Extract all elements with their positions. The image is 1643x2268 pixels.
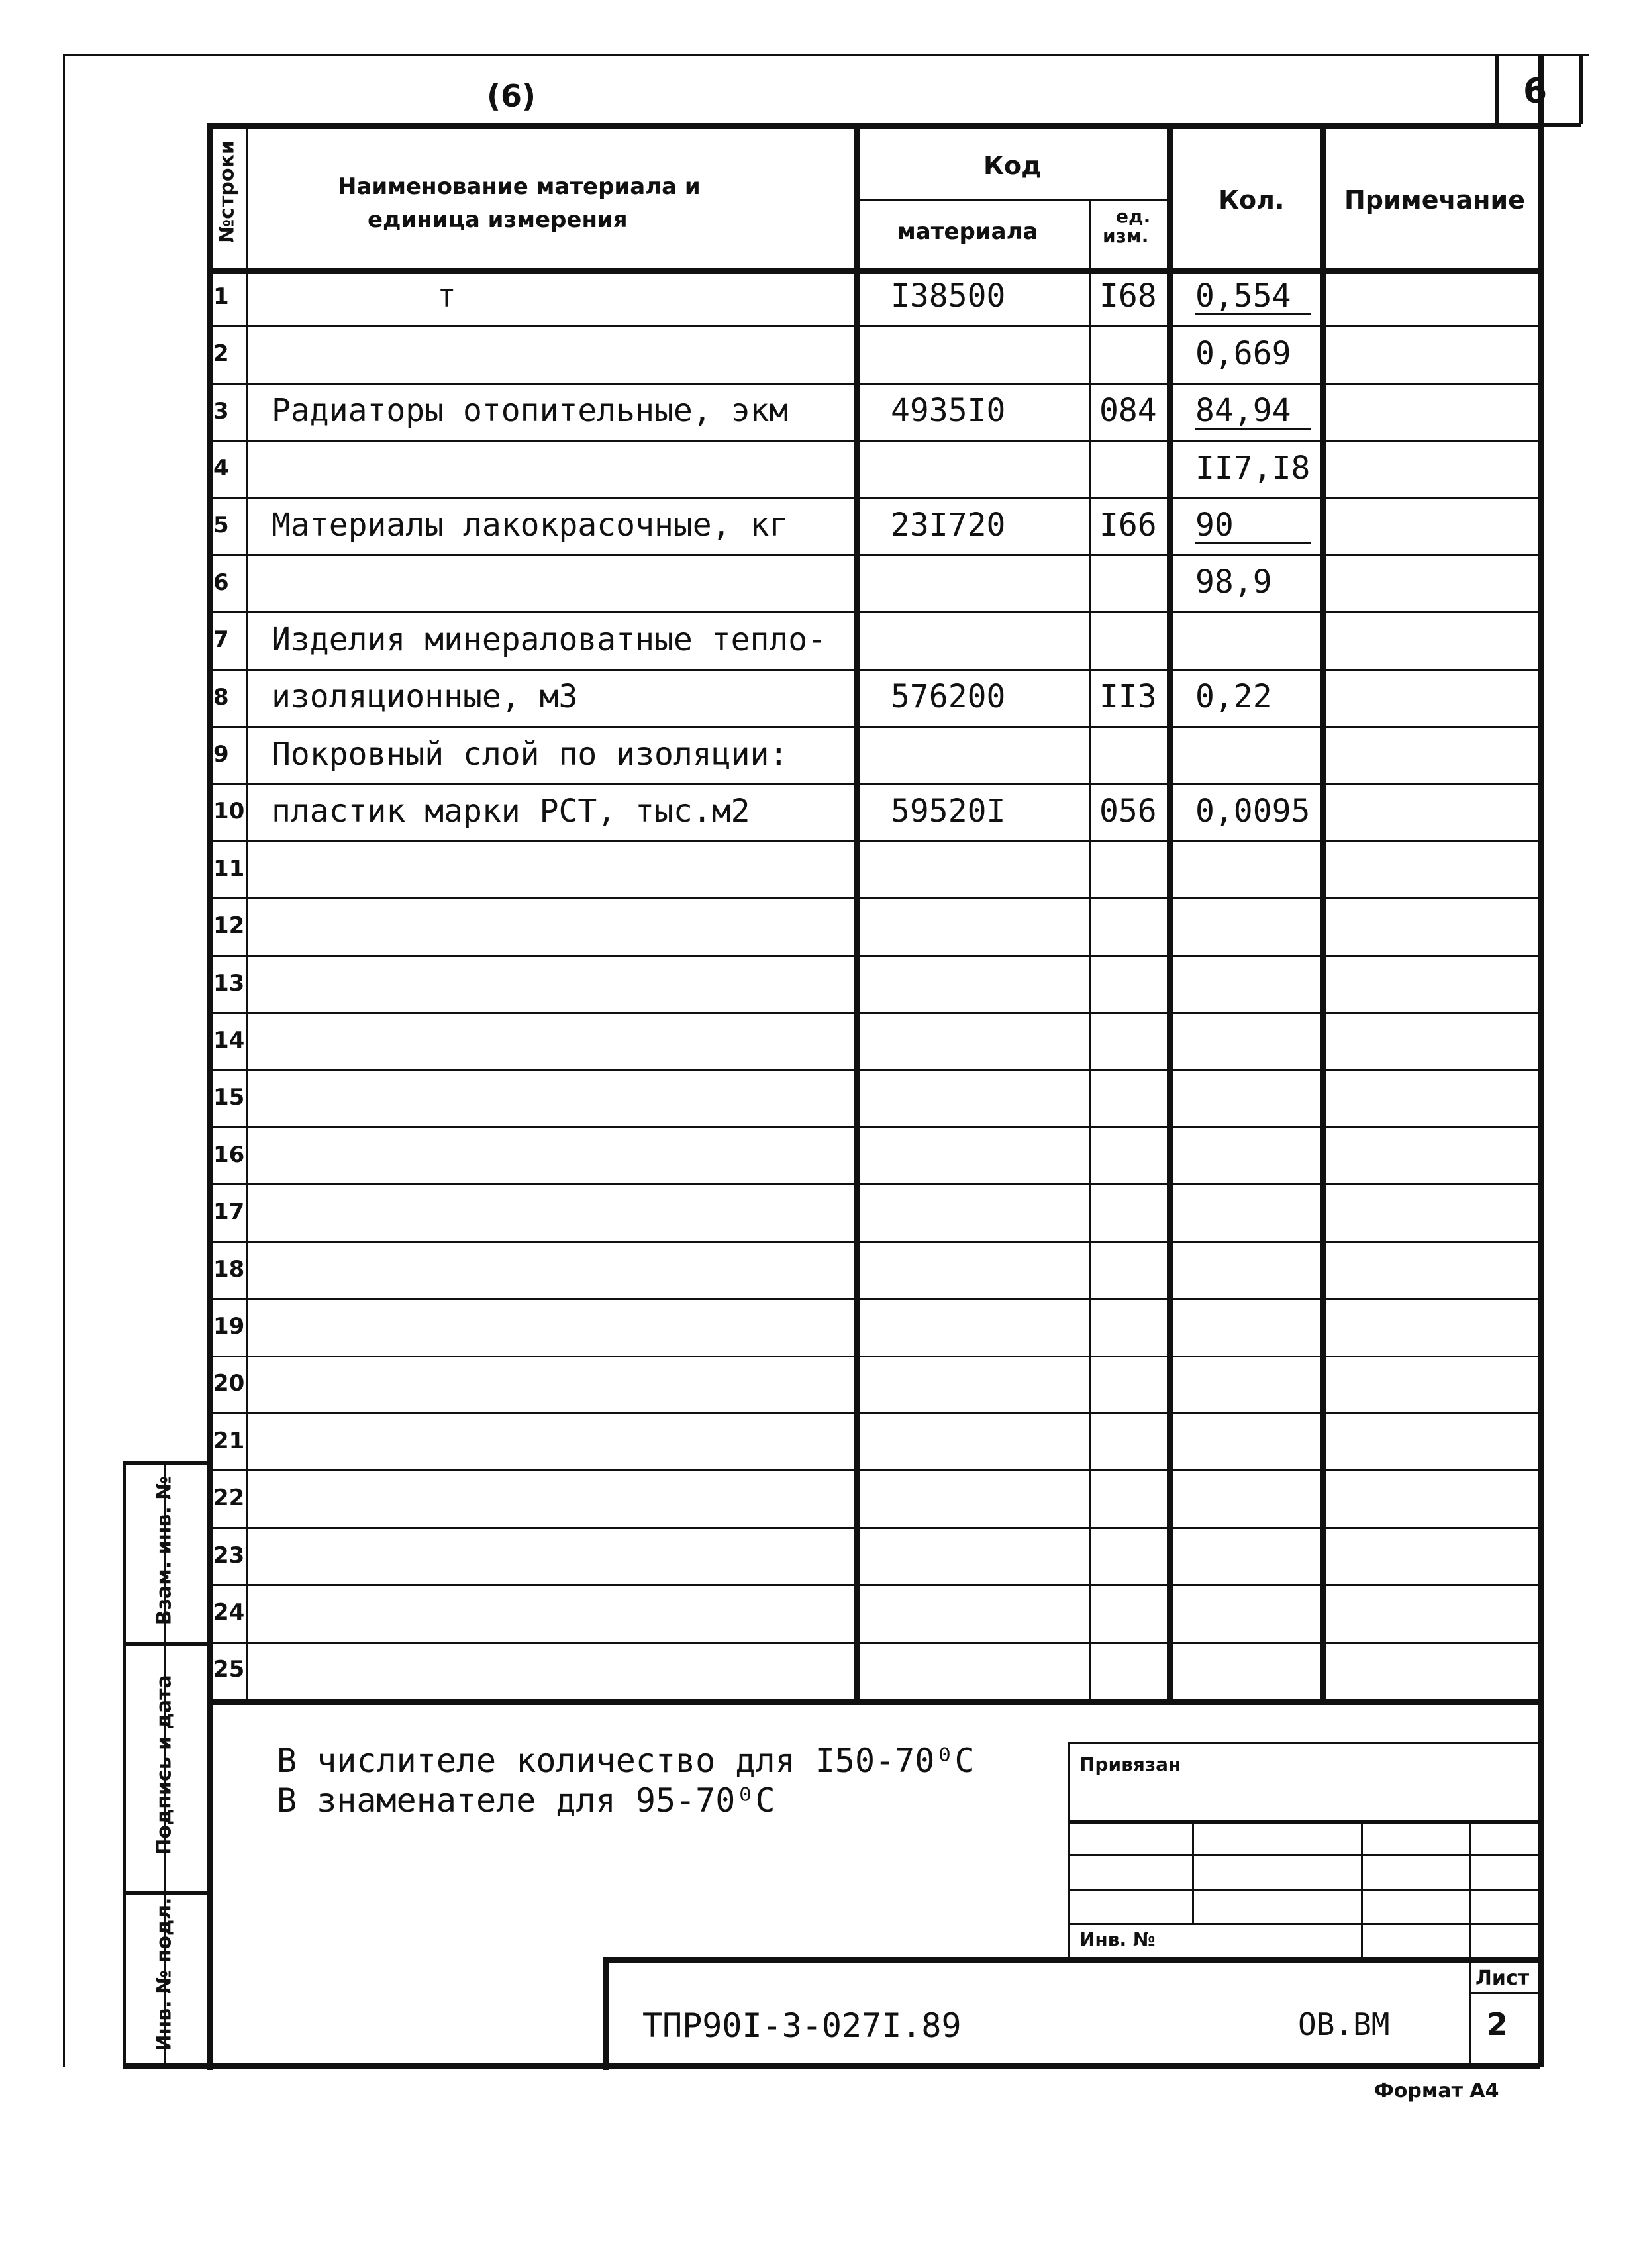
side-stamp-outer	[123, 1461, 126, 2066]
row-number: 8	[213, 683, 229, 711]
col-rowno-sep	[246, 123, 248, 1699]
header-name-line1: Наименование материала и	[338, 173, 701, 200]
material-name: т	[437, 277, 456, 315]
unit-code: 084	[1099, 392, 1157, 430]
material-name: пластик марки РСТ, тыс.м2	[272, 793, 750, 830]
side-stamp-sep-1	[123, 1642, 209, 1646]
header-unit-2: изм.	[1103, 225, 1149, 247]
stamp-top	[1068, 1742, 1540, 1744]
row-number: 3	[213, 397, 229, 424]
quantity: 0,669	[1195, 334, 1291, 372]
top-label: (6)	[487, 78, 536, 114]
material-name: Материалы лакокрасочные, кг	[272, 507, 789, 544]
quantity: 0,554	[1195, 277, 1291, 315]
header-row-no: №строки	[215, 140, 239, 243]
row-line	[207, 1298, 1540, 1300]
material-code: I38500	[891, 277, 1006, 315]
row-line	[207, 611, 1540, 613]
material-code: 23I720	[891, 507, 1006, 544]
quantity: II7,I8	[1195, 449, 1311, 487]
header-qty: Кол.	[1219, 185, 1285, 215]
material-code: 59520I	[891, 793, 1006, 830]
row-line	[207, 1183, 1540, 1185]
row-number: 5	[213, 512, 229, 539]
row-line	[207, 383, 1540, 385]
row-line	[207, 669, 1540, 671]
row-number: 25	[213, 1656, 245, 1683]
stamp-privyazan: Привязан	[1079, 1753, 1181, 1775]
row-number: 15	[213, 1084, 245, 1111]
row-line	[207, 1356, 1540, 1357]
row-number: 17	[213, 1199, 245, 1226]
row-number: 4	[213, 455, 229, 481]
quantity: 84,94	[1195, 392, 1291, 430]
side-vzam: Взам. инв. №	[152, 1475, 176, 1626]
row-line	[207, 840, 1540, 842]
material-name: изоляционные, м3	[272, 678, 578, 716]
side-inv-podl: Инв. № подл.	[152, 1897, 176, 2051]
note-line-2: В знаменателе для 95-70⁰С	[277, 1781, 775, 1820]
frame-top	[63, 54, 1589, 56]
stamp-vsep-3	[1469, 1820, 1471, 2065]
row-line	[207, 1126, 1540, 1128]
row-number: 20	[213, 1370, 245, 1397]
unit-code: I66	[1099, 507, 1157, 544]
page-number-box-right	[1579, 54, 1583, 124]
fraction-bar	[1195, 542, 1311, 544]
col-qty-sep	[1320, 123, 1326, 1699]
row-number: 18	[213, 1256, 245, 1283]
row-number: 23	[213, 1542, 245, 1569]
frame-bottom	[123, 2063, 1540, 2069]
row-line	[207, 1527, 1540, 1529]
quantity: 90	[1195, 507, 1234, 544]
doc-section: ОВ.ВМ	[1298, 2006, 1390, 2042]
row-line	[207, 325, 1540, 327]
table-left	[207, 123, 213, 2070]
unit-code: I68	[1099, 277, 1157, 315]
row-line	[207, 497, 1540, 499]
table-bottom	[207, 1699, 1540, 1705]
row-number: 2	[213, 340, 229, 368]
header-unit-1: ед.	[1116, 205, 1151, 227]
row-line	[207, 1469, 1540, 1471]
unit-code: 056	[1099, 793, 1157, 830]
row-number: 1	[213, 283, 229, 310]
fraction-bar	[1195, 428, 1311, 430]
title-block-left	[603, 1957, 609, 2070]
side-podpis: Подпись и дата	[152, 1675, 176, 1855]
stamp-inv-no: Инв. №	[1079, 1928, 1156, 1950]
material-code: 576200	[891, 678, 1006, 716]
row-line	[207, 897, 1540, 899]
row-number: 24	[213, 1599, 245, 1626]
unit-code: II3	[1099, 678, 1157, 716]
material-name: Радиаторы отопительные, экм	[272, 392, 789, 430]
row-number: 19	[213, 1313, 245, 1340]
header-note: Примечание	[1344, 185, 1525, 215]
row-number: 12	[213, 912, 245, 940]
quantity: 0,0095	[1195, 793, 1311, 830]
col-unit-sep	[1167, 123, 1173, 1699]
row-line	[207, 554, 1540, 556]
row-line	[207, 955, 1540, 957]
material-name: Покровный слой по изоляции:	[272, 735, 789, 773]
title-block-top	[603, 1957, 1540, 1963]
row-number: 11	[213, 855, 245, 882]
frame-right	[1538, 54, 1544, 2067]
doc-code: ТПР90I-3-027I.89	[642, 2006, 962, 2045]
header-material: материала	[897, 219, 1038, 245]
row-line	[207, 1012, 1540, 1014]
header-bottom	[207, 268, 1540, 274]
quantity: 0,22	[1195, 678, 1272, 716]
col-material-sep	[1089, 199, 1091, 1699]
header-name-line2: единица измерения	[368, 207, 628, 233]
frame-left	[63, 54, 65, 2067]
row-number: 6	[213, 569, 229, 596]
fraction-bar	[1195, 313, 1311, 315]
row-number: 9	[213, 741, 229, 767]
stamp-vsep-2	[1361, 1820, 1363, 1960]
row-number: 21	[213, 1427, 245, 1454]
row-number: 16	[213, 1141, 245, 1168]
page-number: 6	[1523, 72, 1548, 111]
code-header-sep	[854, 199, 1167, 201]
row-line	[207, 726, 1540, 728]
format-label: Формат А4	[1374, 2079, 1499, 2102]
material-name: Изделия минераловатные тепло-	[272, 620, 827, 658]
note-line-1: В числителе количество для I50-70⁰С	[277, 1742, 975, 1780]
header-code: Код	[983, 151, 1042, 180]
stamp-vsep-1	[1192, 1820, 1194, 1923]
row-number: 13	[213, 969, 245, 997]
row-line	[207, 1412, 1540, 1414]
sheet-number: 2	[1487, 2006, 1509, 2042]
material-code: 4935I0	[891, 392, 1006, 430]
list-label-line	[1469, 1992, 1540, 1994]
row-number: 14	[213, 1027, 245, 1054]
col-name-sep	[854, 123, 860, 1699]
stamp-list-label: Лист	[1475, 1967, 1530, 1990]
row-line	[207, 440, 1540, 442]
row-number: 22	[213, 1485, 245, 1512]
stamp-left	[1068, 1742, 1070, 1960]
quantity: 98,9	[1195, 564, 1272, 601]
row-line	[207, 1642, 1540, 1644]
row-line	[207, 1584, 1540, 1586]
table-top	[207, 123, 1540, 129]
row-number: 10	[213, 798, 245, 825]
row-line	[207, 1241, 1540, 1243]
row-line	[207, 1069, 1540, 1071]
page-number-box-left	[1495, 54, 1499, 124]
row-number: 7	[213, 626, 229, 654]
row-line	[207, 783, 1540, 785]
